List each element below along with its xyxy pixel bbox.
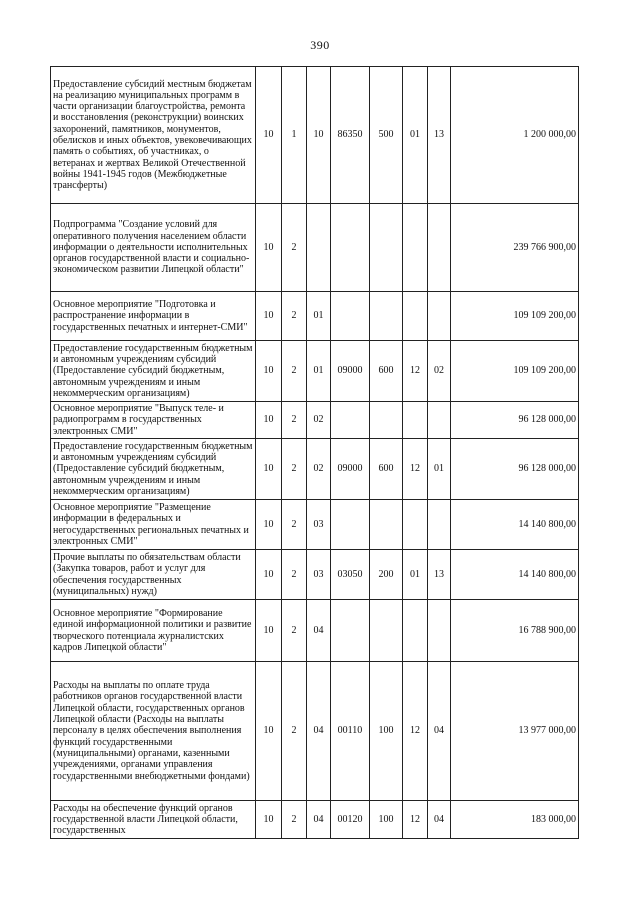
code-cell: 03050 <box>331 550 370 600</box>
code-cell: 10 <box>256 550 282 600</box>
row-description: Прочие выплаты по обязательствам области (Закупка товаров, работ и услуг для обеспечения государственных (муниципальных) нужд) <box>51 550 256 600</box>
code-cell: 10 <box>256 801 282 839</box>
table-row <box>51 439 579 500</box>
table-row <box>51 67 579 204</box>
code-cell <box>428 402 451 439</box>
code-cell <box>370 292 403 341</box>
code-cell: 03 <box>307 500 331 550</box>
row-description: Основное мероприятие "Формирование единой информационной политики и развитие творческого потенциала журналистских кадров Липецкой области" <box>51 600 256 662</box>
code-cell: 10 <box>256 341 282 402</box>
code-cell: 01 <box>307 292 331 341</box>
code-cell: 00120 <box>331 801 370 839</box>
code-cell: 2 <box>282 600 307 662</box>
code-cell: 12 <box>403 662 428 801</box>
code-cell <box>331 600 370 662</box>
code-cell <box>331 402 370 439</box>
code-cell <box>331 204 370 292</box>
amount-cell: 96 128 000,00 <box>451 439 579 500</box>
code-cell: 86350 <box>331 67 370 204</box>
code-cell: 600 <box>370 439 403 500</box>
code-cell: 09000 <box>331 439 370 500</box>
code-cell <box>428 600 451 662</box>
table-row <box>51 402 579 439</box>
code-cell <box>370 500 403 550</box>
code-cell: 02 <box>307 402 331 439</box>
table-body <box>51 67 579 839</box>
table-row <box>51 600 579 662</box>
row-description: Основное мероприятие "Выпуск теле- и радиопрограмм в государственных электронных СМИ" <box>51 402 256 439</box>
code-cell: 09000 <box>331 341 370 402</box>
code-cell: 04 <box>428 801 451 839</box>
code-cell <box>403 500 428 550</box>
table-row <box>51 801 579 839</box>
code-cell <box>370 204 403 292</box>
page-number: 390 <box>310 38 330 52</box>
code-cell: 00110 <box>331 662 370 801</box>
code-cell <box>428 292 451 341</box>
code-cell: 10 <box>256 500 282 550</box>
code-cell <box>370 600 403 662</box>
code-cell: 10 <box>256 292 282 341</box>
code-cell: 02 <box>428 341 451 402</box>
code-cell: 10 <box>256 600 282 662</box>
amount-cell: 109 109 200,00 <box>451 292 579 341</box>
code-cell <box>370 402 403 439</box>
amount-cell: 14 140 800,00 <box>451 550 579 600</box>
code-cell: 2 <box>282 439 307 500</box>
code-cell: 10 <box>307 67 331 204</box>
table-row <box>51 204 579 292</box>
code-cell: 2 <box>282 402 307 439</box>
code-cell <box>403 600 428 662</box>
code-cell: 100 <box>370 801 403 839</box>
code-cell <box>428 500 451 550</box>
table-row <box>51 662 579 801</box>
code-cell <box>403 204 428 292</box>
code-cell: 13 <box>428 550 451 600</box>
row-description: Основное мероприятие "Подготовка и распространение информации в государственных печатных и интернет-СМИ" <box>51 292 256 341</box>
row-description: Предоставление субсидий местным бюджетам на реализацию муниципальных программ в части организации благоустройства, ремонта и восстановления (реконструкции) воинских захоронений, памятников, монументов, обелисков и иных объектов, увековечивающих память о событиях, об участниках, о ветеранах и жертвах Великой Отечественной войны 1941-1945 годов (Межбюджетные трансферты) <box>51 67 256 204</box>
code-cell <box>428 204 451 292</box>
code-cell: 10 <box>256 67 282 204</box>
row-description: Расходы на обеспечение функций органов государственной власти Липецкой области, государственных <box>51 801 256 839</box>
code-cell: 03 <box>307 550 331 600</box>
code-cell: 100 <box>370 662 403 801</box>
code-cell: 2 <box>282 500 307 550</box>
code-cell: 1 <box>282 67 307 204</box>
code-cell: 13 <box>428 67 451 204</box>
amount-cell: 14 140 800,00 <box>451 500 579 550</box>
amount-cell: 16 788 900,00 <box>451 600 579 662</box>
row-description: Подпрограмма "Создание условий для оперативного получения населением области информации о деятельности исполнительных органов государственной власти и социально-экономическом развитии Липецкой области" <box>51 204 256 292</box>
code-cell: 01 <box>403 550 428 600</box>
code-cell <box>403 402 428 439</box>
code-cell: 10 <box>256 439 282 500</box>
table-row <box>51 292 579 341</box>
code-cell: 500 <box>370 67 403 204</box>
budget-table <box>50 66 579 839</box>
table-row <box>51 550 579 600</box>
code-cell: 04 <box>307 662 331 801</box>
row-description: Основное мероприятие "Размещение информации в федеральных и негосударственных региональных печатных и электронных СМИ" <box>51 500 256 550</box>
code-cell: 02 <box>307 439 331 500</box>
table-row <box>51 341 579 402</box>
code-cell: 10 <box>256 662 282 801</box>
amount-cell: 96 128 000,00 <box>451 402 579 439</box>
code-cell: 2 <box>282 662 307 801</box>
code-cell: 2 <box>282 801 307 839</box>
code-cell: 10 <box>256 402 282 439</box>
code-cell: 200 <box>370 550 403 600</box>
code-cell: 2 <box>282 204 307 292</box>
code-cell <box>307 204 331 292</box>
code-cell: 04 <box>307 801 331 839</box>
code-cell <box>331 500 370 550</box>
row-description: Расходы на выплаты по оплате труда работников органов государственной власти Липецкой области, государственных органов Липецкой области (Расходы на выплаты персоналу в целях обеспечения выполнения функций государственными (муниципальными) органами, казенными учреждениями, органами управления государственными внебюджетными фондами) <box>51 662 256 801</box>
row-description: Предоставление государственным бюджетным и автономным учреждениям субсидий (Предоставление субсидий бюджетным, автономным учреждениям и иным некоммерческим организациям) <box>51 341 256 402</box>
code-cell: 2 <box>282 550 307 600</box>
code-cell: 2 <box>282 292 307 341</box>
amount-cell: 13 977 000,00 <box>451 662 579 801</box>
amount-cell: 183 000,00 <box>451 801 579 839</box>
code-cell <box>331 292 370 341</box>
code-cell: 01 <box>428 439 451 500</box>
code-cell: 01 <box>307 341 331 402</box>
code-cell: 01 <box>403 67 428 204</box>
code-cell: 2 <box>282 341 307 402</box>
code-cell <box>403 292 428 341</box>
code-cell: 12 <box>403 439 428 500</box>
amount-cell: 109 109 200,00 <box>451 341 579 402</box>
table-row <box>51 500 579 550</box>
code-cell: 12 <box>403 341 428 402</box>
row-description: Предоставление государственным бюджетным и автономным учреждениям субсидий (Предоставление субсидий бюджетным, автономным учреждениям и иным некоммерческим организациям) <box>51 439 256 500</box>
code-cell: 10 <box>256 204 282 292</box>
code-cell: 12 <box>403 801 428 839</box>
code-cell: 04 <box>307 600 331 662</box>
code-cell: 04 <box>428 662 451 801</box>
code-cell: 600 <box>370 341 403 402</box>
amount-cell: 239 766 900,00 <box>451 204 579 292</box>
amount-cell: 1 200 000,00 <box>451 67 579 204</box>
